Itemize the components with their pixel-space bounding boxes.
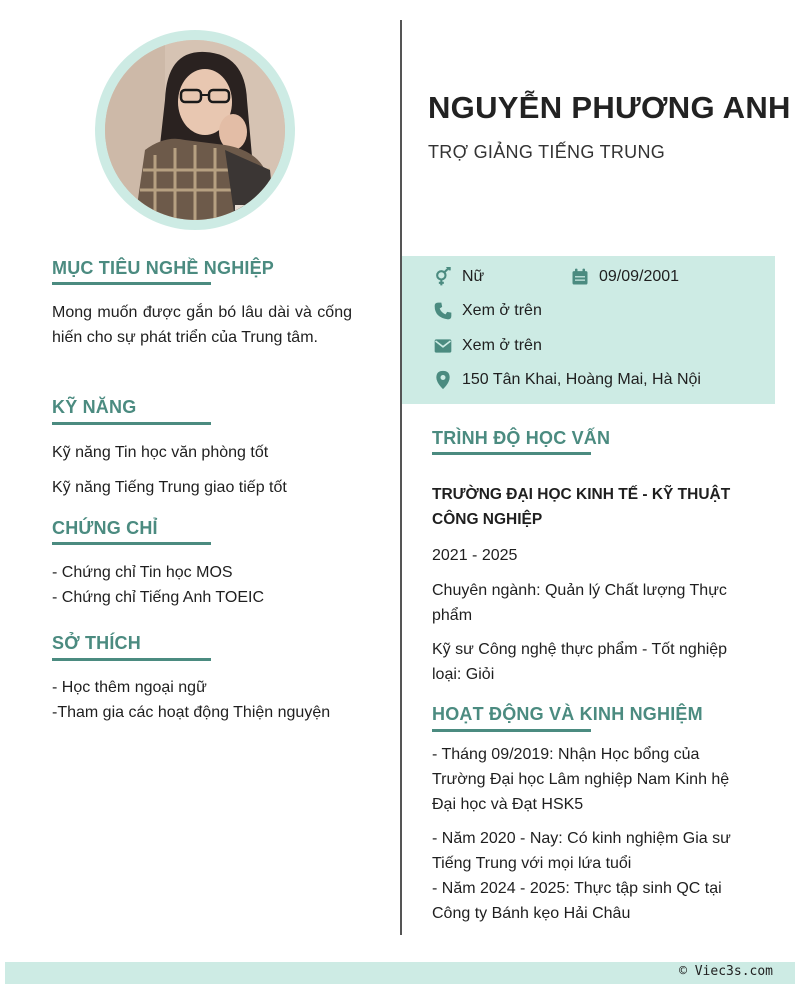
experience-line: Công ty Bánh kẹo Hải Châu [432,905,631,922]
contact-panel [402,256,775,404]
footer-credit: © Viec3s.com [679,964,773,979]
experience-line: - Tháng 09/2019: Nhận Học bổng của [432,746,700,763]
hobby-item: -Tham gia các hoạt động Thiện nguyện [52,704,331,721]
experience-line: - Năm 2024 - 2025: Thực tập sinh QC tại [432,880,722,897]
email-icon [432,335,454,357]
job-title: TRỢ GIẢNG TIẾNG TRUNG [428,142,666,162]
phone-value: Xem ở trên [462,302,542,319]
hobbies-heading: SỞ THÍCH [52,633,141,653]
address-row [432,369,701,391]
certificates-rule [52,542,211,545]
education-period: 2021 - 2025 [432,547,518,564]
objective-heading: MỤC TIÊU NGHỀ NGHIỆP [52,258,275,278]
email-row [432,335,542,357]
education-degree-cont: loại: Giỏi [432,666,495,683]
objective-text: Mong muốn được gắn bó lâu dài và cống hiến cho sự phát triển của Trung tâm. [52,304,352,346]
education-major-cont: phẩm [432,607,473,624]
experience-line: Tiếng Trung với mọi lứa tuổi [432,855,632,872]
education-major: Chuyên ngành: Quản lý Chất lượng Thực [432,582,727,599]
avatar [105,40,285,220]
certificate-item: - Chứng chỉ Tin học MOS [52,564,233,581]
objective-rule [52,282,211,285]
footer-bar [5,962,795,984]
skills-heading: KỸ NĂNG [52,397,137,417]
experience-line: Đại học và Đạt HSK5 [432,796,584,813]
address-value: 150 Tân Khai, Hoàng Mai, Hà Nội [462,371,701,388]
school-name: TRƯỜNG ĐẠI HỌC KINH TẾ - KỸ THUẬT [432,486,731,503]
education-heading: TRÌNH ĐỘ HỌC VẤN [432,428,611,448]
hobby-item: - Học thêm ngoại ngữ [52,679,207,696]
certificates-heading: CHỨNG CHỈ [52,518,158,538]
skill-item: Kỹ năng Tiếng Trung giao tiếp tốt [52,479,287,496]
skill-item: Kỹ năng Tin học văn phòng tốt [52,444,269,461]
skills-rule [52,422,211,425]
avatar-ring [95,30,295,230]
birthdate-row [569,266,679,288]
gender-icon [432,266,454,288]
education-rule [432,452,591,455]
full-name: NGUYỄN PHƯƠNG ANH [428,90,791,125]
calendar-icon [569,266,591,288]
birthdate-value: 09/09/2001 [599,268,680,285]
hobbies-rule [52,658,211,661]
gender-row [432,266,484,288]
education-degree: Kỹ sư Công nghệ thực phẩm - Tốt nghiệp [432,641,728,658]
column-divider [400,20,402,935]
school-name-cont: CÔNG NGHIỆP [432,511,543,528]
email-value: Xem ở trên [462,337,542,354]
experience-heading: HOẠT ĐỘNG VÀ KINH NGHIỆM [432,704,703,724]
phone-row [432,300,542,322]
experience-rule [432,729,591,732]
experience-line: Trường Đại học Lâm nghiệp Nam Kinh hệ [432,771,730,788]
certificate-item: - Chứng chỉ Tiếng Anh TOEIC [52,589,265,606]
gender-value: Nữ [462,268,485,285]
phone-icon [432,300,454,322]
location-icon [432,369,454,391]
experience-line: - Năm 2020 - Nay: Có kinh nghiệm Gia sư [432,830,731,847]
